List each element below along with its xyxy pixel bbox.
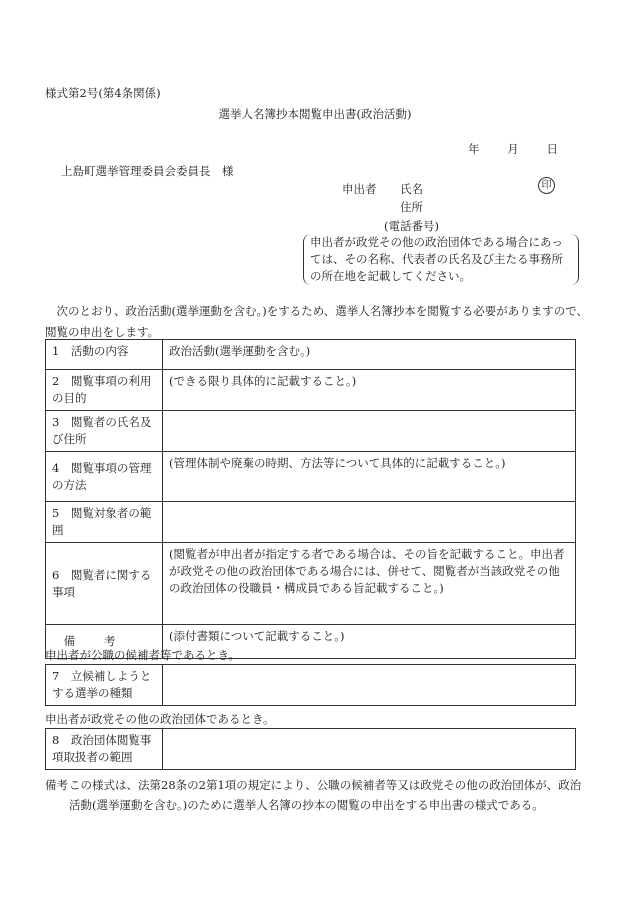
- row-label: 6 閲覧者に関する事項: [46, 543, 163, 625]
- applicant-note: 申出者が政党その他の政治団体である場合にあっては、その名称、代表者の氏名及び主たる事務所の所在地を記載してください。: [303, 234, 579, 285]
- document-title: 選挙人名簿抄本閲覧申出書(政治活動): [218, 107, 412, 121]
- row-label: 8 政治団体閲覧事項取扱者の範囲: [46, 729, 163, 770]
- row-content: (閲覧者が申出者が指定する者である場合は、その旨を記載すること。申出者が政党その他の政治団体である場合には、併せて、閲覧者が当該政党その他の政治団体の役職員・構成員である旨記載すること。): [163, 543, 576, 625]
- table-row: [46, 340, 576, 370]
- row-label: 備考: [46, 625, 163, 659]
- row-label: 4 閲覧事項の管理の方法: [46, 452, 163, 502]
- intro-paragraph: 次のとおり、政治活動(選挙運動を含む。)をするため、選挙人名簿抄本を閲覧する必要がありますので、閲覧の申出をします。: [45, 304, 589, 339]
- row-content: (できる限り具体的に記載すること。): [163, 370, 576, 411]
- table-row: [46, 665, 576, 706]
- remarks-label: 備考: [45, 778, 68, 792]
- section7-title: 申出者が公職の候補者等であるとき。: [45, 648, 241, 662]
- date-day: 日: [546, 142, 558, 156]
- date-year: 年: [468, 142, 480, 156]
- applicant-label: 申出者: [342, 182, 377, 196]
- table-row7: [45, 664, 576, 706]
- table-row: [46, 729, 576, 770]
- row-label: 1 活動の内容: [46, 340, 163, 370]
- seal-mark: 印: [538, 177, 555, 194]
- table-row: [46, 411, 576, 452]
- row-content: [163, 411, 576, 452]
- addressee: 上島町選挙管理委員会委員長 様: [61, 164, 234, 178]
- phone-label: (電話番号): [384, 219, 439, 233]
- row-label: 5 閲覧対象者の範囲: [46, 502, 163, 543]
- remarks: [45, 775, 590, 815]
- name-label: 氏名: [400, 182, 423, 196]
- table-row: [46, 370, 576, 411]
- row-content: [163, 502, 576, 543]
- date-month: 月: [507, 142, 519, 156]
- row-content: (管理体制や廃棄の時期、方法等について具体的に記載すること。): [163, 452, 576, 502]
- table-row: [46, 452, 576, 502]
- row-label: 2 閲覧事項の利用の目的: [46, 370, 163, 411]
- remarks-text: この様式は、法第28条の2第1項の規定により、公職の候補者等又は政党その他の政治団体が、政治活動(選挙運動を含む。)のために選挙人名簿の抄本の閲覧の申出をする申出書の様式である。: [69, 778, 582, 812]
- row-content: [163, 665, 576, 706]
- table-row8: [45, 728, 576, 770]
- row-content: (添付書類について記載すること。): [163, 625, 576, 659]
- row-content: 政治活動(選挙運動を含む。): [163, 340, 576, 370]
- row-content: [163, 729, 576, 770]
- form-number: 様式第2号(第4条関係): [45, 86, 161, 100]
- main-table: [45, 339, 576, 659]
- row-label: 3 閲覧者の氏名及び住所: [46, 411, 163, 452]
- address-label: 住所: [400, 200, 423, 214]
- row-label: 7 立候補しようとする選挙の種類: [46, 665, 163, 706]
- section8-title: 申出者が政党その他の政治団体であるとき。: [45, 712, 275, 726]
- date-line: [468, 141, 558, 157]
- table-row: [46, 502, 576, 543]
- table-row: [46, 543, 576, 625]
